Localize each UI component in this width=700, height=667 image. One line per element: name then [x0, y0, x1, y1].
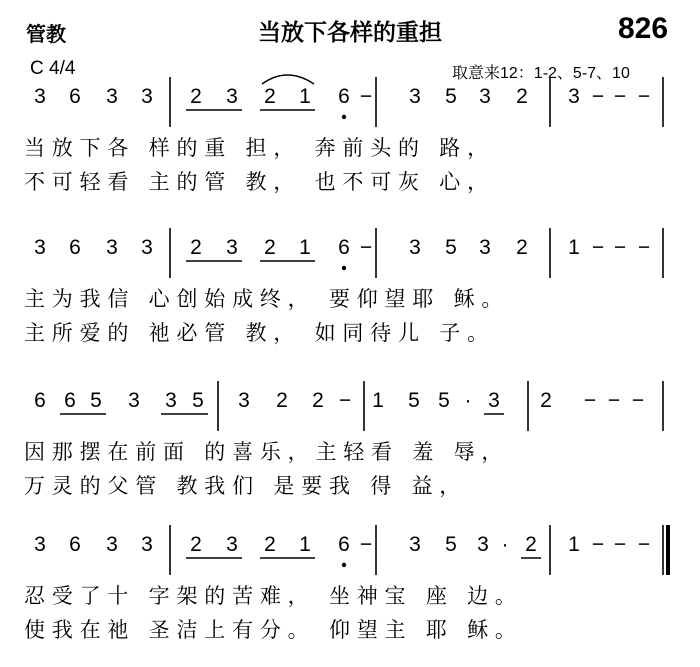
note: 3 — [34, 85, 46, 108]
note: − — [613, 85, 627, 108]
note: − — [359, 85, 373, 108]
lyric-line: 主所爱的 祂必管 教， 如同待儿 子。 — [24, 321, 495, 345]
note: 3 — [479, 85, 491, 108]
note: 6 — [34, 389, 46, 412]
note: 3 — [226, 533, 238, 556]
note: 2 — [540, 389, 552, 412]
note: 3 — [226, 236, 238, 259]
note: 3 — [141, 533, 153, 556]
note: 1 — [568, 236, 580, 259]
lyric-line: 主为我信 心创始成终， 要仰望耶 稣。 — [24, 287, 510, 311]
note: 3 — [106, 533, 118, 556]
note: · — [464, 389, 472, 412]
lyric-line: 使我在祂 圣洁上有分。 仰望主 耶 稣。 — [24, 618, 523, 642]
note: 1 — [299, 236, 311, 259]
scripture-reference: 取意来12：1-2、5-7、10 — [452, 65, 630, 82]
hymn-title: 当放下各样的重担 — [258, 20, 442, 46]
hymn-number: 826 — [618, 12, 669, 45]
note: − — [637, 85, 651, 108]
note: 2 — [264, 236, 276, 259]
note: 3 — [568, 85, 580, 108]
note: 3 — [34, 533, 46, 556]
note: 1 — [299, 85, 311, 108]
slur — [262, 75, 314, 84]
note: 2 — [264, 533, 276, 556]
key-time-signature: C 4/4 — [30, 58, 76, 79]
note: − — [591, 533, 605, 556]
note: 6 — [69, 236, 81, 259]
low-octave-dot — [342, 266, 346, 270]
note: 2 — [516, 236, 528, 259]
note: 2 — [516, 85, 528, 108]
note: − — [583, 389, 597, 412]
lyric-line: 不可轻看 主的管 教， 也不可灰 心， — [24, 170, 495, 194]
note: 3 — [226, 85, 238, 108]
note: − — [637, 236, 651, 259]
note: 3 — [477, 533, 489, 556]
note: − — [591, 236, 605, 259]
note: 3 — [34, 236, 46, 259]
note: − — [607, 389, 621, 412]
lyric-line: 万灵的父管 教我们 是要我 得 益， — [24, 474, 468, 498]
note: − — [613, 533, 627, 556]
note: 6 — [64, 389, 76, 412]
category-label: 管教 — [26, 22, 66, 46]
note: 3 — [409, 85, 421, 108]
note: 2 — [264, 85, 276, 108]
note: 2 — [190, 85, 202, 108]
note: 3 — [141, 85, 153, 108]
low-octave-dot — [342, 563, 346, 567]
low-octave-dot — [342, 115, 346, 119]
lyric-line: 因那摆在前面 的喜乐，主轻看 羞 辱， — [24, 440, 510, 464]
note: 2 — [276, 389, 288, 412]
note: 5 — [192, 389, 204, 412]
note: 6 — [338, 236, 350, 259]
note: − — [613, 236, 627, 259]
note: 6 — [338, 533, 350, 556]
note: − — [338, 389, 352, 412]
note: 3 — [238, 389, 250, 412]
note: 6 — [338, 85, 350, 108]
note: 5 — [445, 236, 457, 259]
note: − — [359, 533, 373, 556]
note: 2 — [525, 533, 537, 556]
note: 1 — [372, 389, 384, 412]
note: 1 — [299, 533, 311, 556]
note: 5 — [438, 389, 450, 412]
note: 2 — [190, 533, 202, 556]
note: 3 — [165, 389, 177, 412]
note: 2 — [312, 389, 324, 412]
note: − — [631, 389, 645, 412]
note: 6 — [69, 533, 81, 556]
note: 3 — [106, 236, 118, 259]
lyric-line: 忍受了十 字架的苦难， 坐神宝 座 边。 — [24, 584, 523, 608]
note: 5 — [90, 389, 102, 412]
note: 3 — [141, 236, 153, 259]
note: 3 — [488, 389, 500, 412]
note: 3 — [128, 389, 140, 412]
note: 6 — [69, 85, 81, 108]
note: 2 — [190, 236, 202, 259]
note: 5 — [408, 389, 420, 412]
note: · — [501, 533, 509, 556]
note: − — [591, 85, 605, 108]
note: 1 — [568, 533, 580, 556]
note: 5 — [445, 85, 457, 108]
lyric-line: 当放下各 样的重 担， 奔前头的 路， — [24, 136, 495, 160]
note: 3 — [409, 533, 421, 556]
note: 5 — [445, 533, 457, 556]
note: 3 — [106, 85, 118, 108]
note: 3 — [409, 236, 421, 259]
note: − — [637, 533, 651, 556]
note: 3 — [479, 236, 491, 259]
note: − — [359, 236, 373, 259]
